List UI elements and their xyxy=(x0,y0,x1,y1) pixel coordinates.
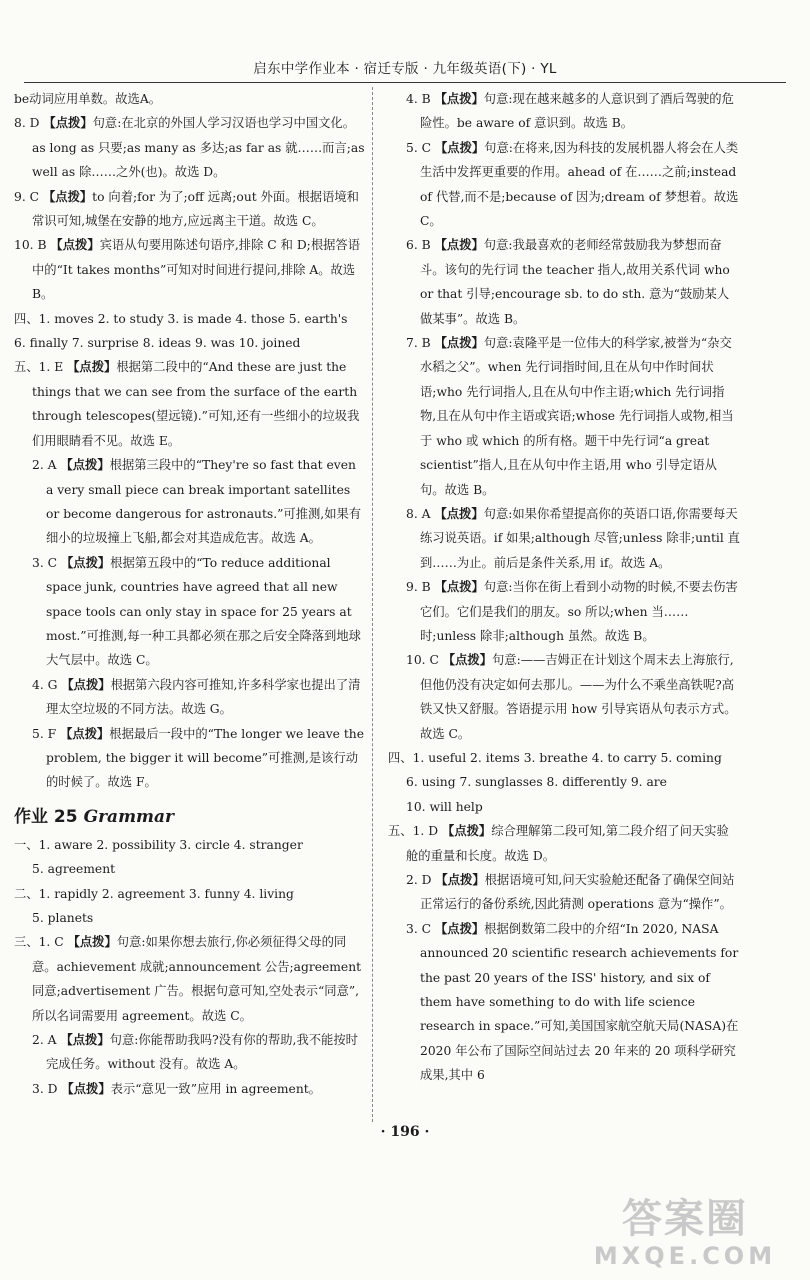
answer-entry: 5. agreement xyxy=(32,862,116,877)
answer-entry: 10. B 【点拨】宾语从句要用陈述句语序,排除 C 和 D;根据答语中的“It takes months”可知对时间进行提问,排除 A。故选 B。 xyxy=(14,237,361,302)
hint-tag: 【点拨】 xyxy=(60,725,110,741)
answer-entry: 5. F 【点拨】根据最后一段中的“The longer we leave the problem, the bigger it will become”可推测,是该行动的时候了。故选 F。 xyxy=(32,725,364,790)
left-entries-after xyxy=(14,833,366,1101)
running-header xyxy=(0,54,810,80)
hint-tag: 【点拨】 xyxy=(435,872,485,887)
section-label: 作业 25 xyxy=(14,806,78,827)
column-divider xyxy=(372,87,373,1122)
hint-tag: 【点拨】 xyxy=(434,139,485,155)
page-number: · 196 · xyxy=(380,1124,430,1140)
hint-tag: 【点拨】 xyxy=(434,505,484,521)
answer-entry: 3. C 【点拨】根据第五段中的“To reduce additional space junk, countries have agreed that all new space tools can only stay in space for 25 years at most.”可推测,每一种工具都必须在那之后安全降落到地球大气层中。故选 C。 xyxy=(32,554,361,668)
answer-entry: 3. C 【点拨】根据倒数第二段中的介绍“In 2020, NASA announced 20 scientific research achievements for the past 20 years of the ISS' history, and six of them have something to do with life science research in space.”可知,美国国家航空航天局(NASA)在 2020 年公布了国际空间站过去 20 年来的 20 项科学研究成果,其中 6 xyxy=(406,920,739,1083)
section-name: Grammar xyxy=(83,806,175,827)
hint-tag: 【点拨】 xyxy=(60,457,110,473)
answer-entry: 2. A 【点拨】句意:你能帮助我吗?没有你的帮助,我不能按时完成任务。without 没有。故选 A。 xyxy=(32,1032,358,1072)
answer-entry: 四、1. useful 2. items 3. breathe 4. to carry 5. coming xyxy=(388,750,722,765)
watermark-top: 答案圈 xyxy=(622,1196,748,1242)
hint-tag: 【点拨】 xyxy=(60,1032,110,1048)
right-entries xyxy=(388,87,740,1088)
answer-entry: 9. B 【点拨】句意:当你在街上看到小动物的时候,不要去伤害它们。它们是我们的朋友。so 所以;when 当……时;unless 除非;although 虽然。故选 B。 xyxy=(406,579,738,643)
answer-entry: 8. A 【点拨】句意:如果你希望提高你的英语口语,你需要每天练习说英语。if 如果;although 尽管;unless 除非;until 直到……为止。前后是条件关系,用 if。故选 A。 xyxy=(406,505,740,570)
hint-tag: 【点拨】 xyxy=(43,115,93,131)
hint-tag: 【点拨】 xyxy=(442,823,492,839)
answer-entry: 6. using 7. sunglasses 8. differently 9. are xyxy=(406,775,667,790)
hint-tag: 【点拨】 xyxy=(434,91,484,106)
answer-entry: 8. D 【点拨】句意:在北京的外国人学习汉语也学习中国文化。as long as 只要;as many as 多达;as far as 就……而言;as well as 除……之外(也)。故选 D。 xyxy=(14,115,365,180)
hint-tag: 【点拨】 xyxy=(61,676,111,692)
answer-entry: 二、1. rapidly 2. agreement 3. funny 4. living xyxy=(14,886,294,901)
watermark-logo xyxy=(578,1196,792,1272)
hint-tag: 【点拨】 xyxy=(60,554,111,570)
section-title xyxy=(14,805,366,829)
answer-entry: 5. planets xyxy=(32,911,94,925)
answer-entry: 三、1. C 【点拨】句意:如果你想去旅行,你必须征得父母的同意。achievement 成就;announcement 公告;agreement 同意;advertisement 广告。根据句意可知,空处表示“同意”,所以名词需要用 agreement。故选 C。 xyxy=(14,934,362,1023)
answer-entry: 6. finally 7. surprise 8. ideas 9. was 10. joined xyxy=(14,336,301,351)
answer-entry: 2. D 【点拨】根据语境可知,问天实验舱还配备了确保空间站正常运行的备份系统,因此猜测 operations 意为“操作”。 xyxy=(406,872,735,912)
answer-entry: 2. A 【点拨】根据第三段中的“They're so fast that even a very small piece can break important satellites or become dangerous for astronauts.”可推测,如果有细小的垃圾撞上飞船,都会对其造成危害。故选 A。 xyxy=(32,457,362,546)
left-column xyxy=(14,87,366,1117)
hint-tag: 【点拨】 xyxy=(434,335,484,351)
hint-tag: 【点拨】 xyxy=(434,237,484,253)
answer-entry: 10. C 【点拨】句意:——吉姆正在计划这个周末去上海旅行,但他仍没有决定如何去那儿。——为什么不乘坐高铁呢?高铁又快又舒服。答语提示用 how 引导宾语从句表示方式。故选 C。 xyxy=(406,652,737,741)
answer-entry: 9. C 【点拨】to 向着;for 为了;off 远离;out 外面。根据语境和常识可知,城堡在安静的地方,应远离主干道。故选 C。 xyxy=(14,188,359,229)
hint-tag: 【点拨】 xyxy=(442,652,492,668)
watermark-bottom: MXQE.COM xyxy=(593,1242,777,1270)
answer-entry: 6. B 【点拨】句意:我最喜欢的老师经常鼓励我为梦想而奋斗。该句的先行词 the teacher 指人,故用关系代词 who or that 引导;encourage sb. to do sth. 意为“鼓励某人做某事”。故选 B。 xyxy=(406,237,730,326)
hint-tag: 【点拨】 xyxy=(67,359,117,375)
header-title: 启东中学作业本 · 宿迁专版 · 九年级英语(下) · YL xyxy=(253,61,557,77)
answer-entry: be动词应用单数。故选A。 xyxy=(14,92,161,106)
right-column xyxy=(388,87,740,1117)
answer-entry: 4. B 【点拨】句意:现在越来越多的人意识到了酒后驾驶的危险性。be aware of 意识到。故选 B。 xyxy=(406,91,734,131)
hint-tag: 【点拨】 xyxy=(42,188,93,204)
answer-entry: 一、1. aware 2. possibility 3. circle 4. stranger xyxy=(14,837,303,852)
answer-entry: 3. D 【点拨】表示“意见一致”应用 in agreement。 xyxy=(32,1080,321,1096)
answer-entry: 四、1. moves 2. to study 3. is made 4. those 5. earth's xyxy=(14,311,348,326)
hint-tag: 【点拨】 xyxy=(50,237,100,253)
hint-tag: 【点拨】 xyxy=(434,579,484,595)
answer-entry: 10. will help xyxy=(406,799,483,814)
answer-entry: 5. C 【点拨】句意:在将来,因为科技的发展机器人将会在人类生活中发挥更重要的作用。ahead of 在……之前;instead of 代替,而不是;because of 因为;dream of 梦想着。故选 C。 xyxy=(406,139,739,229)
answer-entry: 五、1. E 【点拨】根据第二段中的“And these are just the things that we can see from the surface of the earth through telescopes(望远镜).”可知,还有一些细小的垃圾我们用眼睛看不见。故选 E。 xyxy=(14,359,360,448)
left-entries xyxy=(14,87,366,795)
hint-tag: 【点拨】 xyxy=(67,934,117,950)
answer-entry: 4. G 【点拨】根据第六段内容可推知,许多科学家也提出了清理太空垃圾的不同方法。故选 G。 xyxy=(32,676,361,717)
hint-tag: 【点拨】 xyxy=(61,1080,111,1096)
answer-entry: 7. B 【点拨】句意:袁隆平是一位伟大的科学家,被誉为“杂交水稻之父”。when 先行词指时间,且在从句中作时间状语;who 先行词指人,且在从句中作主语;which 先行词指物,且在从句中作主语或宾语;whose 先行词指人或物,相当于 who 或 which 的所有格。题干中先行词“a great scientist”指人,且在从句中作主语,用 who 引导定语从句。故选 B。 xyxy=(406,335,734,497)
header-rule xyxy=(24,82,786,83)
answer-entry: 五、1. D 【点拨】综合理解第二段可知,第二段介绍了问天实验舱的重量和长度。故选 D。 xyxy=(388,823,729,863)
hint-tag: 【点拨】 xyxy=(434,920,485,936)
